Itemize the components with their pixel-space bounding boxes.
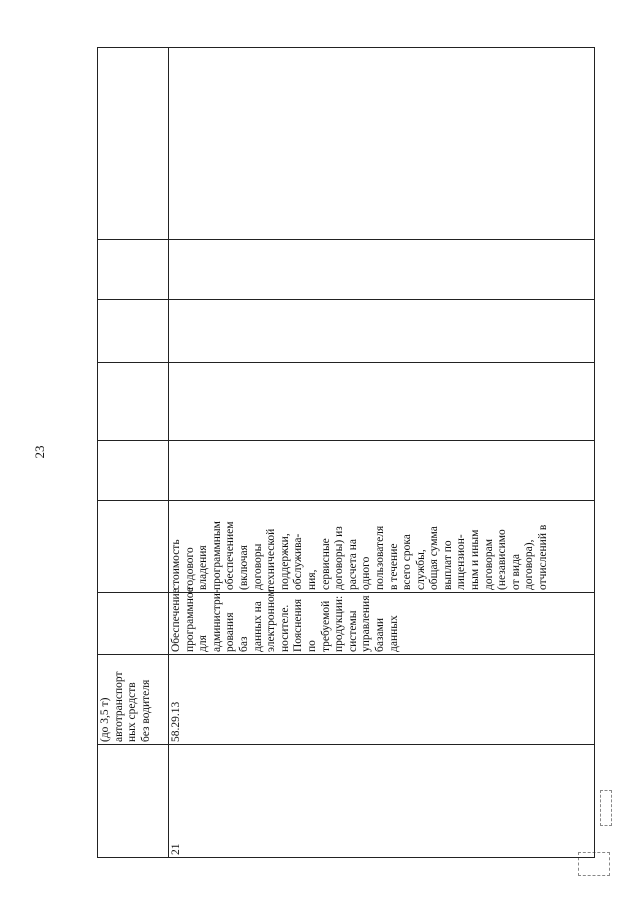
characteristic-text: стоимость годового владения программным обеспечением (включая договоры технической поддержки, обслужива- ния, сервисные договоры) из расчета на одного пользователя в течение всего срока службы, общая сумма выплат по лицензион- ным и иным договорам (независимо от вида договора), отчислений в <box>170 521 550 590</box>
table-cell <box>98 363 169 441</box>
table-cell <box>98 441 169 501</box>
code-cell <box>169 655 595 745</box>
cell-text: (до 3,5 т) автотранспорт ных средств без водителя <box>99 671 152 742</box>
table-row <box>98 48 169 858</box>
table-cell <box>98 745 169 858</box>
table-cell <box>169 300 595 363</box>
table-cell <box>98 300 169 363</box>
page-number: 23 <box>32 445 47 459</box>
name-cell <box>169 587 595 655</box>
product-code: 58.29.13 <box>170 701 182 742</box>
scan-artifact-mark <box>600 790 612 826</box>
product-name: Обеспечение программное для администри- рования баз данных на электронном носителе. Пояснения по требуемой продукции: системы управления базами данных <box>170 587 400 652</box>
table-row <box>169 48 595 858</box>
table-cell <box>169 441 595 501</box>
characteristic-cell <box>169 501 595 593</box>
requirements-table <box>97 47 595 858</box>
row-number-cell <box>169 745 595 858</box>
table-cell <box>169 240 595 300</box>
table-cell <box>98 501 169 593</box>
table-cell <box>98 48 169 240</box>
table-cell <box>169 48 595 240</box>
table-cell <box>98 655 169 745</box>
table-cell <box>98 240 169 300</box>
table-cell <box>169 363 595 441</box>
row-number: 21 <box>170 843 182 855</box>
table-cell <box>98 593 169 655</box>
